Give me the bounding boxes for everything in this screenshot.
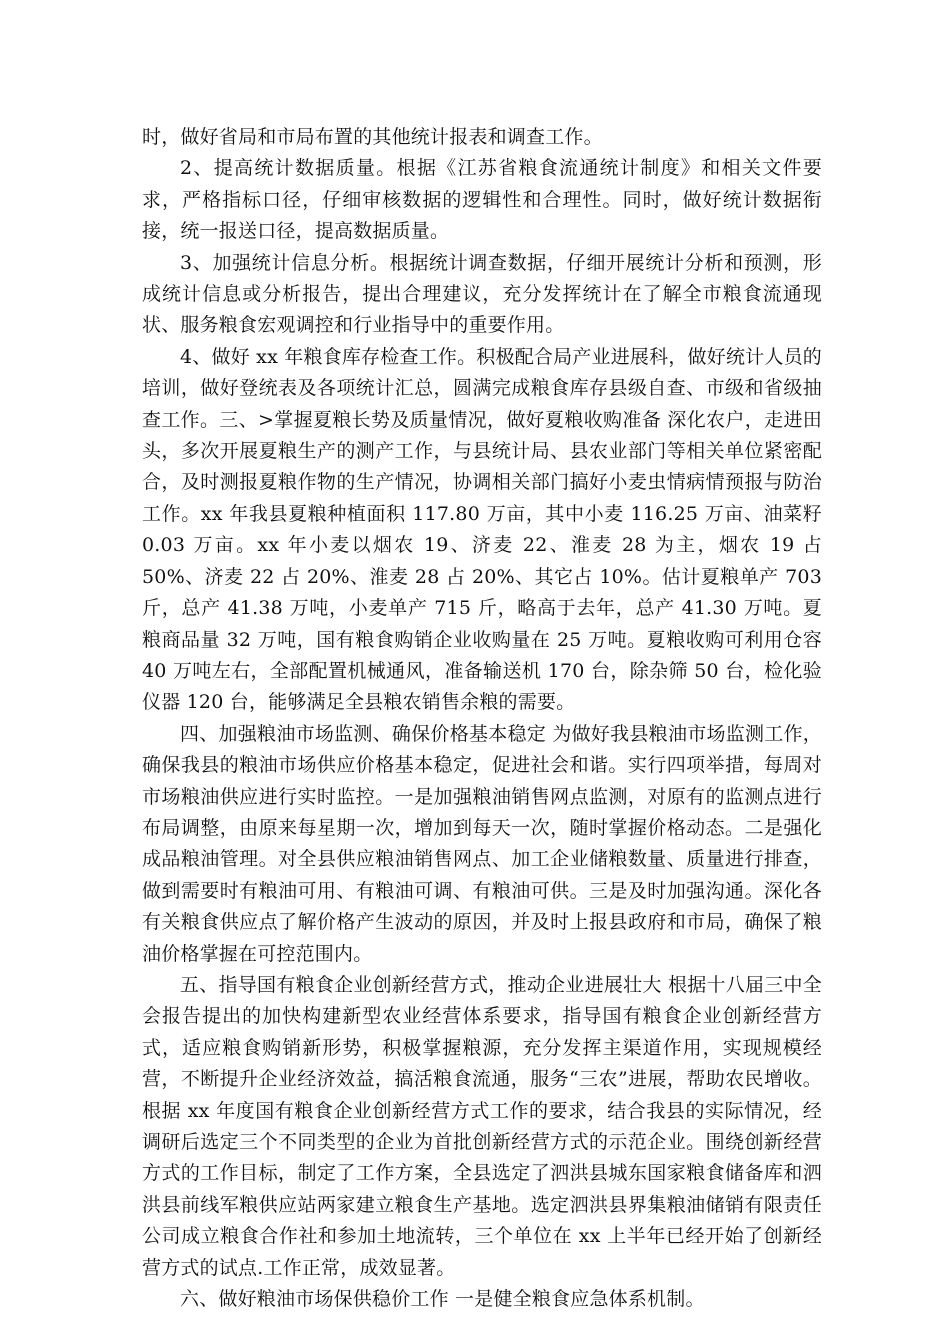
paragraph-6: 五、指导国有粮食企业创新经营方式，推动企业进展壮大 根据十八届三中全会报告提出的加快构建新型农业经营体系要求，指导国有粮食企业创新经营方式，适应粮食购销新形势，积极掌握粮源，充分发挥主渠道作用，实现规模经营，不断提升企业经济效益，搞活粮食流通，服务“三农”进展，帮助农民增收。根据 xx 年度国有粮食企业创新经营方式工作的要求，结合我县的实际情况，经调研后选定三个不同类型的企业为首批创新经营方式的示范企业。围绕创新经营方式的工作目标，制定了工作方案，全县选定了泗洪县城东国家粮食储备库和泗洪县前线军粮供应站两家建立粮食生产基地。选定泗洪县界集粮油储销有限责任公司成立粮食合作社和参加土地流转，三个单位在 xx 上半年已经开始了创新经营方式的试点.工作正常，成效显著。: [142, 973, 822, 1279]
document-body: [142, 122, 822, 1315]
paragraph-5: 四、加强粮油市场监测、确保价格基本稳定 为做好我县粮油市场监测工作，确保我县的粮油市场供应价格基本稳定，促进社会和谐。实行四项举措，每周对市场粮油供应进行实时监控。一是加强粮油销售网点监测，对原有的监测点进行布局调整，由原来每星期一次，增加到每天一次，随时掌握价格动态。二是强化成品粮油管理。对全县供应粮油销售网点、加工企业储粮数量、质量进行排查，做到需要时有粮油可用、有粮油可调、有粮油可供。三是及时加强沟通。深化各有关粮食供应点了解价格产生波动的原因，并及时上报县政府和市局，确保了粮油价格掌握在可控范围内。: [142, 722, 822, 965]
paragraph-4: 4、做好 xx 年粮食库存检查工作。积极配合局产业进展科，做好统计人员的培训，做好登统表及各项统计汇总，圆满完成粮食库存县级自查、市级和省级抽查工作。三、>掌握夏粮长势及质量情况，做好夏粮收购准备 深化农户，走进田头，多次开展夏粮生产的测产工作，与县统计局、县农业部门等相关单位紧密配合，及时测报夏粮作物的生产情况，协调相关部门搞好小麦虫情病情预报与防治工作。xx 年我县夏粮种植面积 117.80 万亩，其中小麦 116.25 万亩、油菜籽 0.03 万亩。xx 年小麦以烟农 19、济麦 22、淮麦 28 为主，烟农 19 占 50%、济麦 22 占 20%、淮麦 28 占 20%、其它占 10%。估计夏粮单产 703 斤，总产 41.38 万吨，小麦单产 715 斤，略高于去年，总产 41.30 万吨。夏粮商品量 32 万吨，国有粮食购销企业收购量在 25 万吨。夏粮收购可利用仓容 40 万吨左右，全部配置机械通风，准备输送机 170 台，除杂筛 50 台，检化验仪器 120 台，能够满足全县粮农销售余粮的需要。: [142, 345, 822, 714]
paragraph-7: 六、做好粮油市场保供稳价工作 一是健全粮食应急体系机制。: [180, 1288, 705, 1311]
paragraph-2: 2、提高统计数据质量。根据《江苏省粮食流通统计制度》和相关文件要求，严格指标口径，仔细审核数据的逻辑性和合理性。同时，做好统计数据衔接，统一报送口径，提高数据质量。: [142, 157, 822, 243]
paragraph-3: 3、加强统计信息分析。根据统计调查数据，仔细开展统计分析和预测，形成统计信息或分析报告，提出合理建议，充分发挥统计在了解全市粮食流通现状、服务粮食宏观调控和行业指导中的重要作用。: [142, 251, 822, 337]
paragraph-1: 时，做好省局和市局布置的其他统计报表和调查工作。: [142, 126, 603, 148]
